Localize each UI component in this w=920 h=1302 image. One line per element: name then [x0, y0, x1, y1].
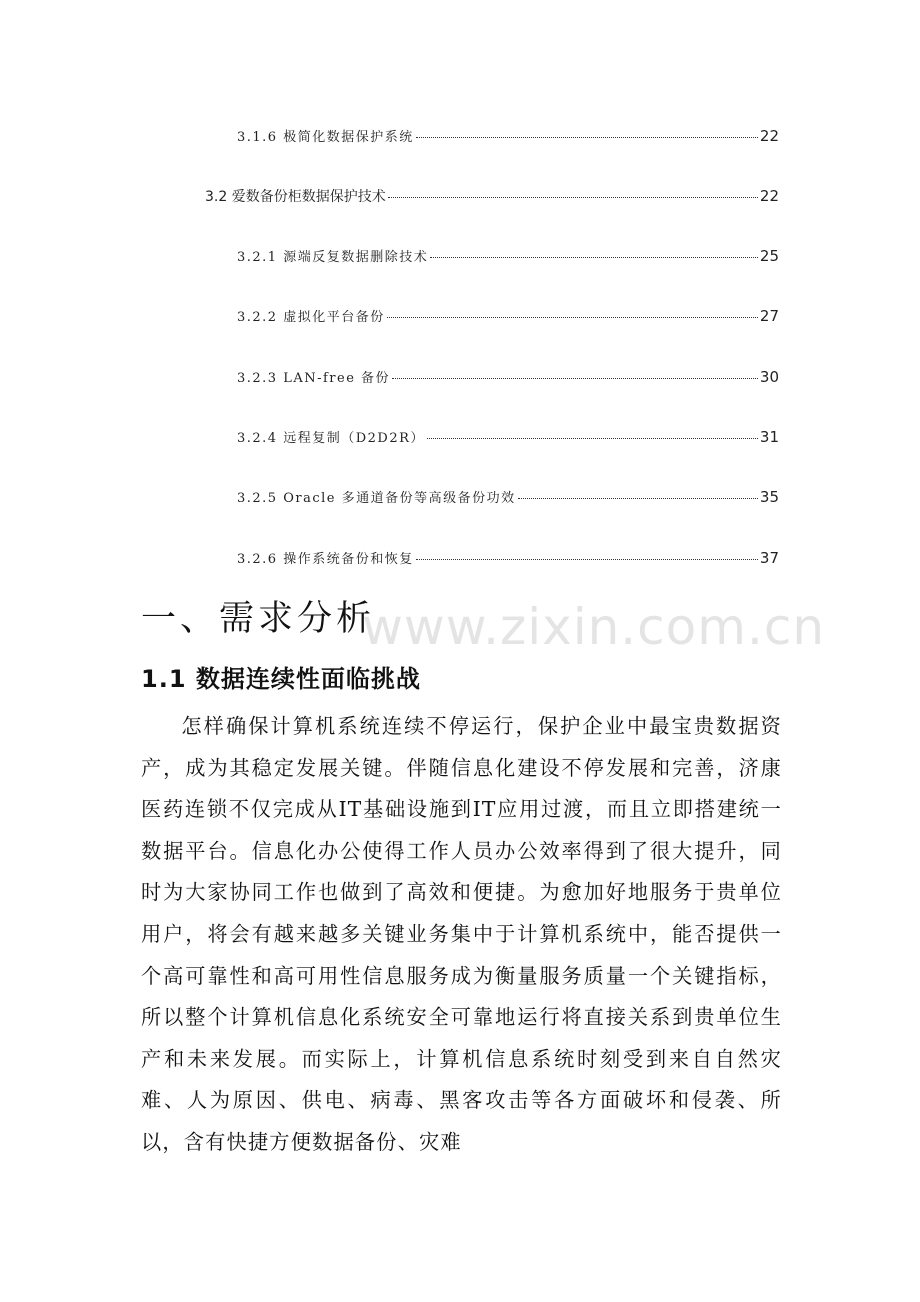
- toc-entry[interactable]: [237, 367, 779, 386]
- watermark: www.zixin.com.cn: [362, 598, 826, 656]
- toc-entry-page: 35: [759, 488, 779, 506]
- toc-entry[interactable]: [205, 186, 779, 206]
- toc-dot-leader: [427, 438, 758, 439]
- toc-entry[interactable]: [237, 306, 779, 325]
- toc-dot-leader: [430, 257, 758, 258]
- toc-entry-title: 3.2.1 源端反复数据删除技术: [237, 250, 429, 265]
- toc-entry-page: 30: [759, 368, 779, 386]
- toc-dot-leader: [416, 559, 758, 560]
- toc-entry-title: 3.1.6 极简化数据保护系统: [237, 130, 414, 145]
- toc-entry-title: 3.2.3 LAN-free 备份: [237, 371, 391, 386]
- toc-dot-leader: [387, 317, 758, 318]
- section-heading-1: 一、需求分析: [141, 599, 376, 639]
- toc-entry-title: 3.2.4 远程复制（D2D2R）: [237, 431, 425, 446]
- toc-entry-page: 22: [759, 187, 779, 205]
- section-heading-2: 1.1 数据连续性面临挑战: [141, 665, 421, 693]
- toc-dot-leader: [518, 498, 758, 499]
- toc-entry-title: 3.2.2 虚拟化平台备份: [237, 310, 385, 325]
- toc-entry-title: 3.2.6 操作系统备份和恢复: [237, 552, 414, 567]
- toc-entry[interactable]: [237, 246, 779, 265]
- toc-dot-leader: [392, 378, 758, 379]
- toc-entry[interactable]: [237, 487, 779, 506]
- toc-entry-title: 3.2 爱数备份柜数据保护技术: [205, 189, 386, 205]
- toc-entry[interactable]: [237, 126, 779, 145]
- toc-entry-page: 22: [759, 127, 779, 145]
- toc-dot-leader: [388, 197, 758, 198]
- toc-entry-title: 3.2.5 Oracle 多通道备份等高级备份功效: [237, 491, 516, 506]
- body-paragraph: 怎样确保计算机系统连续不停运行，保护企业中最宝贵数据资产，成为其稳定发展关键。伴随信息化建设不停发展和完善，济康医药连锁不仅完成从IT基础设施到IT应用过渡，而且立即搭建统一数据平台。信息化办公使得工作人员办公效率得到了很大提升，同时为大家协同工作也做到了高效和便捷。为愈加好地服务于贵单位用户，将会有越来越多关键业务集中于计算机系统中，能否提供一个高可靠性和高可用性信息服务成为衡量服务质量一个关键指标，所以整个计算机信息化系统安全可靠地运行将直接关系到贵单位生产和未来发展。而实际上，计算机信息系统时刻受到来自自然灾难、人为原因、供电、病毒、黑客攻击等各方面破坏和侵袭、所以，含有快捷方便数据备份、灾难: [141, 714, 782, 1154]
- toc-entry-page: 27: [759, 307, 779, 325]
- toc-dot-leader: [416, 137, 758, 138]
- toc-entry[interactable]: [237, 427, 779, 446]
- toc-entry-page: 37: [759, 549, 779, 567]
- toc-entry-page: 31: [759, 428, 779, 446]
- toc-entry-page: 25: [759, 247, 779, 265]
- toc-entry[interactable]: [237, 548, 779, 567]
